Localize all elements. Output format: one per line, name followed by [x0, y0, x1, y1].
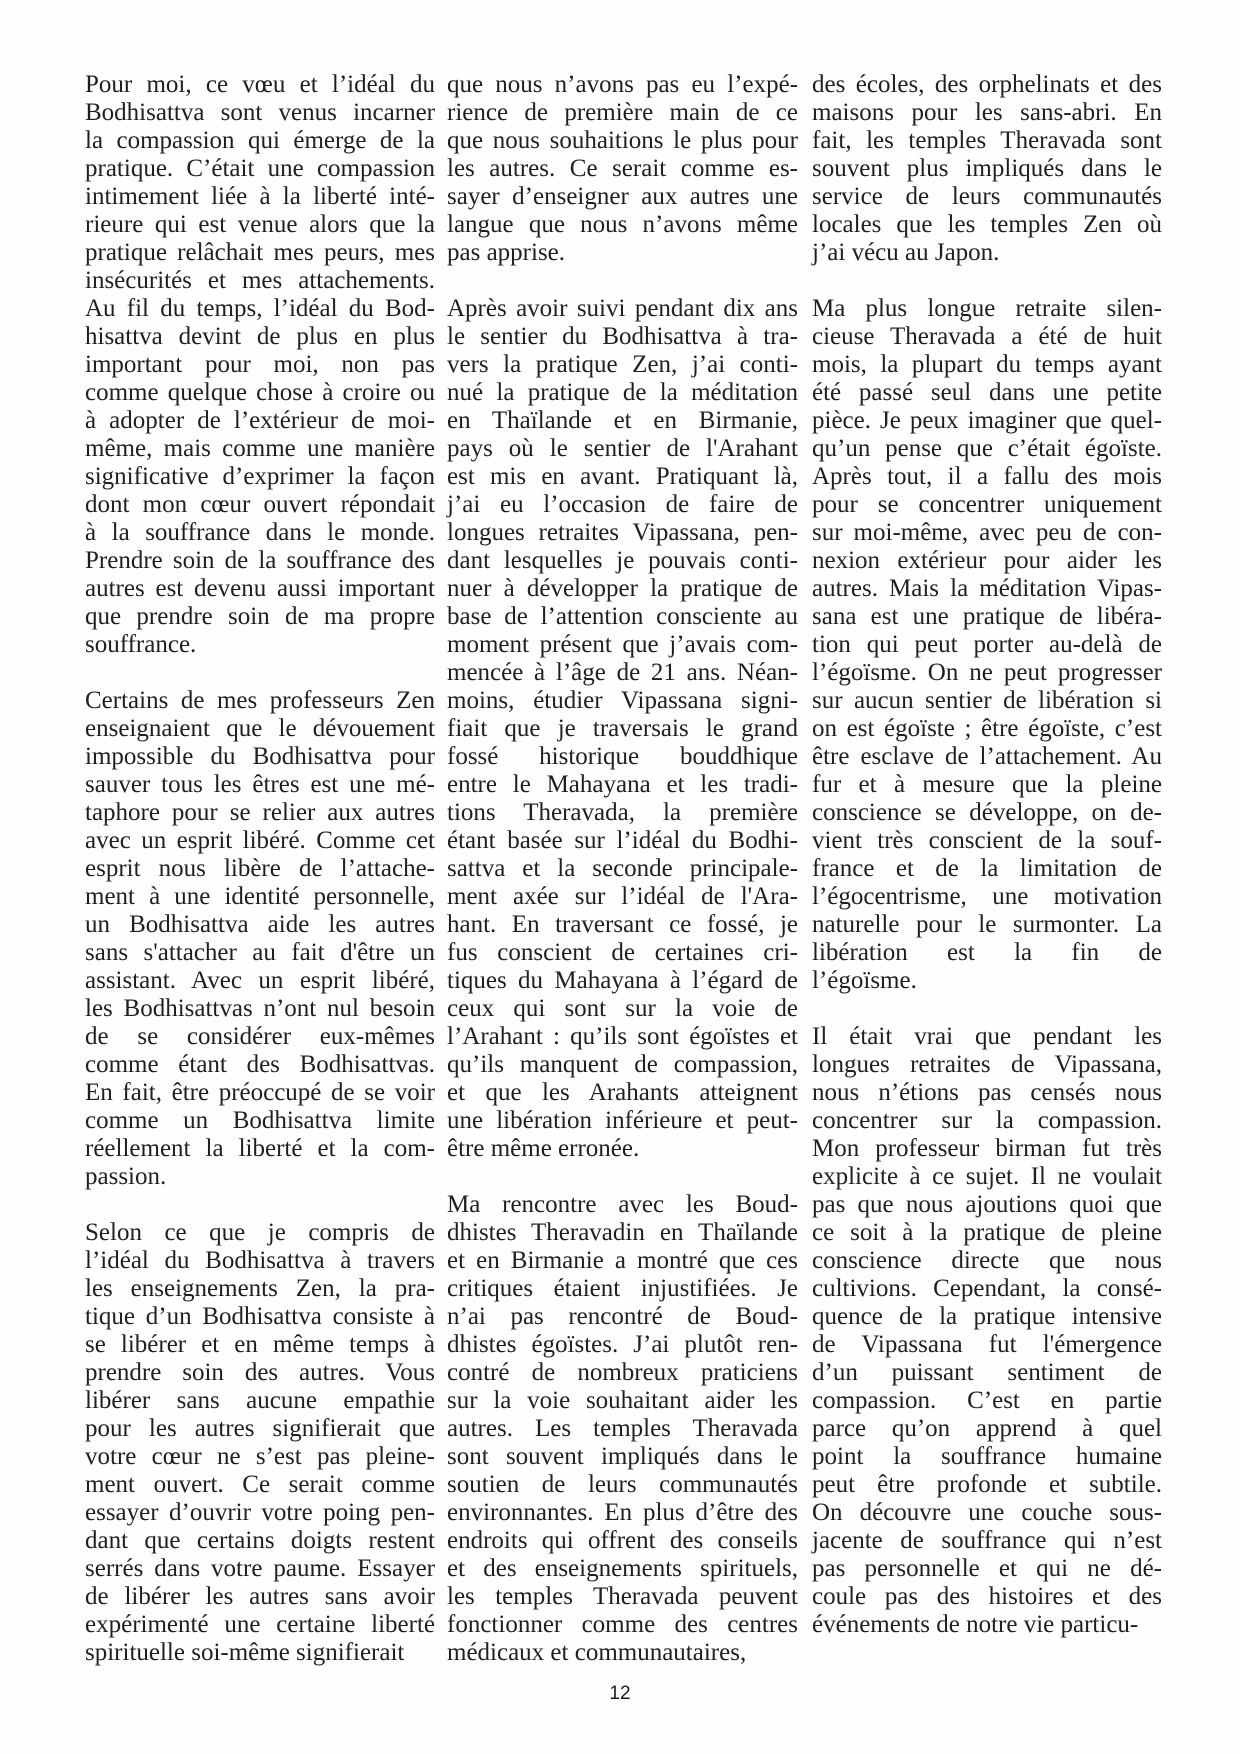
text-line: des écoles, des orphelinats et des: [812, 71, 1162, 98]
text-column-3: [812, 71, 1162, 1639]
text-line: mois, la plupart du temps ayant: [812, 351, 1162, 378]
text-line: mencée à l’âge de 21 ans. Néan-: [447, 659, 798, 686]
text-line: autres. Les temples Theravada: [447, 1415, 798, 1442]
text-line: dant que certains doigts restent: [85, 1527, 435, 1554]
text-line: d’un puissant sentiment de: [812, 1359, 1162, 1386]
text-line: longues retraites Vipassana, pen-: [447, 519, 798, 546]
text-line: ceux qui sont sur la voie de: [447, 995, 798, 1022]
text-line: réellement la liberté et la com-: [85, 1135, 435, 1162]
text-line: Après avoir suivi pendant dix ans: [447, 295, 798, 322]
text-line: j’ai vécu au Japon.: [812, 239, 1000, 266]
text-line: hisattva devint de plus en plus: [85, 323, 435, 350]
text-line: taphore pour se relier aux autres: [85, 799, 435, 826]
text-line: cultivions. Cependant, la consé-: [812, 1275, 1162, 1302]
text-line: libération est la fin de: [812, 939, 1162, 966]
text-line: assistant. Avec un esprit libéré,: [85, 967, 435, 994]
text-line: Pour moi, ce vœu et l’idéal du: [85, 71, 435, 98]
text-line: dhistes égoïstes. J’ai plutôt ren-: [447, 1331, 798, 1358]
text-line: l’égocentrisme, une motivation: [812, 883, 1162, 910]
text-line: Bodhisattva sont venus incarner: [85, 99, 435, 126]
paragraph: [447, 71, 798, 267]
text-line: cieuse Theravada a été de huit: [812, 323, 1162, 350]
text-line: compassion. C’est en partie: [812, 1387, 1162, 1414]
text-line: les enseignements Zen, la pra-: [85, 1275, 435, 1302]
text-line: sur moi-même, avec peu de con-: [812, 519, 1162, 546]
text-line: pas apprise.: [447, 239, 566, 266]
text-line: dont mon cœur ouvert répondait: [85, 491, 435, 518]
text-line: france et de la limitation de: [812, 855, 1162, 882]
text-line: Selon ce que je compris de: [85, 1219, 435, 1246]
text-line: fossé historique bouddhique: [447, 743, 798, 770]
text-line: j’ai eu l’occasion de faire de: [447, 491, 798, 518]
text-line: tions Theravada, la première: [447, 799, 798, 826]
text-line: service de leurs communautés: [812, 183, 1162, 210]
text-line: la compassion qui émerge de la: [85, 127, 435, 154]
text-line: hant. En traversant ce fossé, je: [447, 911, 798, 938]
text-line: les Bodhisattvas n’ont nul besoin: [85, 995, 435, 1022]
text-line: explicite à ce sujet. Il ne voulait: [812, 1163, 1162, 1190]
text-line: ment à une identité personnelle,: [85, 883, 435, 910]
text-line: critiques étaient injustifiées. Je: [447, 1275, 798, 1302]
text-line: fonctionner comme des centres: [447, 1611, 798, 1638]
text-line: tiques du Mahayana à l’égard de: [447, 967, 798, 994]
paragraph: [85, 71, 435, 659]
text-line: pratique. C’était une compassion: [85, 155, 435, 182]
text-line: environnantes. En plus d’être des: [447, 1499, 798, 1526]
text-line: sans s'attacher au fait d'être un: [85, 939, 435, 966]
text-line: coule pas des histoires et des: [812, 1583, 1162, 1610]
page-number: 12: [609, 1683, 631, 1704]
paragraph: [447, 1191, 798, 1667]
text-line: tion qui peut porter au-delà de: [812, 631, 1162, 658]
text-line: en Thaïlande et en Birmanie,: [447, 407, 798, 434]
paragraph: [447, 295, 798, 1163]
text-line: soutien de leurs communautés: [447, 1471, 798, 1498]
text-line: l’égoïsme. On ne peut progresser: [812, 659, 1162, 686]
text-line: qu’un pense que c’était égoïste.: [812, 435, 1162, 462]
text-line: les autres. Ce serait comme es-: [447, 155, 798, 182]
text-line: l’Arahant : qu’ils sont égoïstes et: [447, 1023, 798, 1050]
text-line: votre cœur ne s’est pas pleine-: [85, 1443, 435, 1470]
text-line: même, mais comme une manière: [85, 435, 435, 462]
text-line: passion.: [85, 1163, 167, 1190]
text-line: prendre soin des autres. Vous: [85, 1359, 435, 1386]
text-line: fus conscient de certaines cri-: [447, 939, 798, 966]
text-line: contré de nombreux praticiens: [447, 1359, 798, 1386]
text-line: un Bodhisattva aide les autres: [85, 911, 435, 938]
text-line: fait, les temples Theravada sont: [812, 127, 1162, 154]
text-line: point la souffrance humaine: [812, 1443, 1162, 1470]
text-line: comme étant des Bodhisattvas.: [85, 1051, 435, 1078]
text-line: une libération inférieure et peut-: [447, 1107, 798, 1134]
text-line: et des enseignements spirituels,: [447, 1555, 798, 1582]
text-line: significative d’exprimer la façon: [85, 463, 435, 490]
text-line: important pour moi, non pas: [85, 351, 435, 378]
text-line: pas personnelle et qui ne dé-: [812, 1555, 1162, 1582]
text-line: été passé seul dans une petite: [812, 379, 1162, 406]
paragraph: [812, 295, 1162, 995]
text-line: fur et à mesure que la pleine: [812, 771, 1162, 798]
text-line: nuer à développer la pratique de: [447, 575, 798, 602]
text-line: serrés dans votre paume. Essayer: [85, 1555, 435, 1582]
text-line: de Vipassana fut l'émergence: [812, 1331, 1162, 1358]
text-line: comme quelque chose à croire ou: [85, 379, 435, 406]
text-line: spirituelle soi-même signifierait: [85, 1639, 405, 1666]
text-line: à adopter de l’extérieur de moi-: [85, 407, 435, 434]
text-line: ment ouvert. Ce serait comme: [85, 1471, 435, 1498]
text-line: tique d’un Bodhisattva consiste à: [85, 1303, 435, 1330]
text-line: autres. Mais la méditation Vipas-: [812, 575, 1162, 602]
text-line: sauver tous les êtres est une mé-: [85, 771, 435, 798]
paragraph: [85, 1219, 435, 1667]
text-line: nexion extérieur pour aider les: [812, 547, 1162, 574]
text-line: moment présent que j’avais com-: [447, 631, 798, 658]
text-line: Mon professeur birman fut très: [812, 1135, 1162, 1162]
text-line: impossible du Bodhisattva pour: [85, 743, 435, 770]
text-line: essayer d’ouvrir votre poing pen-: [85, 1499, 435, 1526]
text-line: pour les autres signifierait que: [85, 1415, 435, 1442]
text-line: naturelle pour le surmonter. La: [812, 911, 1162, 938]
text-line: On découvre une couche sous-: [812, 1499, 1162, 1526]
text-line: n’ai pas rencontré de Boud-: [447, 1303, 798, 1330]
text-line: conscience directe que nous: [812, 1247, 1162, 1274]
text-line: sana est une pratique de libéra-: [812, 603, 1162, 630]
text-line: pièce. Je peux imaginer que quel-: [812, 407, 1162, 434]
text-line: ment axée sur l’idéal de l'Ara-: [447, 883, 798, 910]
text-line: nous n’étions pas censés nous: [812, 1079, 1162, 1106]
text-line: concentrer sur la compassion.: [812, 1107, 1162, 1134]
text-line: rieure qui est venue alors que la: [85, 211, 435, 238]
text-line: dant lesquelles je pouvais conti-: [447, 547, 798, 574]
text-line: peut être profonde et subtile.: [812, 1471, 1162, 1498]
text-line: souvent plus impliqués dans le: [812, 155, 1162, 182]
text-line: se libérer et en même temps à: [85, 1331, 435, 1358]
text-line: rience de première main de ce: [447, 99, 798, 126]
text-line: comme un Bodhisattva limite: [85, 1107, 435, 1134]
text-line: intimement liée à la liberté inté-: [85, 183, 435, 210]
text-line: on est égoïste ; être égoïste, c’est: [812, 715, 1162, 742]
text-column-2: [447, 71, 798, 1667]
text-line: insécurités et mes attachements.: [85, 267, 435, 294]
text-line: Après tout, il a fallu des mois: [812, 463, 1162, 490]
text-line: enseignaient que le dévouement: [85, 715, 435, 742]
text-line: dhistes Theravadin en Thaïlande: [447, 1219, 798, 1246]
text-line: parce qu’on apprend à quel: [812, 1415, 1162, 1442]
text-line: sattva et la seconde principale-: [447, 855, 798, 882]
text-line: quence de la pratique intensive: [812, 1303, 1162, 1330]
text-line: événements de notre vie particu-: [812, 1611, 1139, 1638]
paragraph: [85, 687, 435, 1191]
paragraph: [812, 71, 1162, 267]
text-line: de libérer les autres sans avoir: [85, 1583, 435, 1610]
text-line: étant basée sur l’idéal du Bodhi-: [447, 827, 798, 854]
text-line: Ma plus longue retraite silen-: [812, 295, 1162, 322]
text-line: esprit nous libère de l’attache-: [85, 855, 435, 882]
text-line: et en Birmanie a montré que ces: [447, 1247, 798, 1274]
text-line: conscience se développe, on de-: [812, 799, 1162, 826]
text-line: base de l’attention consciente au: [447, 603, 798, 630]
text-line: Certains de mes professeurs Zen: [85, 687, 435, 714]
text-line: les temples Theravada peuvent: [447, 1583, 798, 1610]
text-line: En fait, être préoccupé de se voir: [85, 1079, 435, 1106]
text-line: locales que les temples Zen où: [812, 211, 1162, 238]
text-line: jacente de souffrance qui n’est: [812, 1527, 1162, 1554]
text-line: que prendre soin de ma propre: [85, 603, 435, 630]
text-line: maisons pour les sans-abri. En: [812, 99, 1162, 126]
text-line: moins, étudier Vipassana signi-: [447, 687, 798, 714]
text-line: souffrance.: [85, 631, 197, 658]
text-line: entre le Mahayana et les tradi-: [447, 771, 798, 798]
text-line: endroits qui offrent des conseils: [447, 1527, 798, 1554]
text-line: langue que nous n’avons même: [447, 211, 798, 238]
text-line: pas que nous ajoutions quoi que: [812, 1191, 1162, 1218]
text-line: qu’ils manquent de compassion,: [447, 1051, 798, 1078]
text-line: de se considérer eux-mêmes: [85, 1023, 435, 1050]
text-line: sont souvent impliqués dans le: [447, 1443, 798, 1470]
text-line: Au fil du temps, l’idéal du Bod-: [85, 295, 435, 322]
text-line: longues retraites de Vipassana,: [812, 1051, 1162, 1078]
text-line: pays où le sentier de l'Arahant: [447, 435, 798, 462]
text-line: Il était vrai que pendant les: [812, 1023, 1162, 1050]
text-line: que nous n’avons pas eu l’expé-: [447, 71, 798, 98]
text-line: autres est devenu aussi important: [85, 575, 435, 602]
text-line: est mis en avant. Pratiquant là,: [447, 463, 798, 490]
text-line: à la souffrance dans le monde.: [85, 519, 435, 546]
text-line: être même erronée.: [447, 1135, 640, 1162]
text-line: sur aucun sentier de libération si: [812, 687, 1162, 714]
text-line: l’égoïsme.: [812, 967, 917, 994]
text-line: libérer sans aucune empathie: [85, 1387, 435, 1414]
text-line: l’idéal du Bodhisattva à travers: [85, 1247, 435, 1274]
text-line: vers la pratique Zen, j’ai conti-: [447, 351, 798, 378]
text-line: fiait que je traversais le grand: [447, 715, 798, 742]
text-line: le sentier du Bodhisattva à tra-: [447, 323, 798, 350]
text-line: pour se concentrer uniquement: [812, 491, 1162, 518]
text-line: et que les Arahants atteignent: [447, 1079, 798, 1106]
text-line: Ma rencontre avec les Boud-: [447, 1191, 798, 1218]
text-column-1: [85, 71, 435, 1667]
text-line: expérimenté une certaine liberté: [85, 1611, 435, 1638]
paragraph: [812, 1023, 1162, 1639]
text-line: sayer d’enseigner aux autres une: [447, 183, 798, 210]
text-line: médicaux et communautaires,: [447, 1639, 747, 1666]
text-line: nué la pratique de la méditation: [447, 379, 798, 406]
text-line: sur la voie souhaitant aider les: [447, 1387, 798, 1414]
text-line: être esclave de l’attachement. Au: [812, 743, 1162, 770]
text-line: ce soit à la pratique de pleine: [812, 1219, 1162, 1246]
text-line: vient très conscient de la souf-: [812, 827, 1162, 854]
text-line: pratique relâchait mes peurs, mes: [85, 239, 435, 266]
text-line: que nous souhaitions le plus pour: [447, 127, 798, 154]
text-line: avec un esprit libéré. Comme cet: [85, 827, 435, 854]
text-line: Prendre soin de la souffrance des: [85, 547, 435, 574]
